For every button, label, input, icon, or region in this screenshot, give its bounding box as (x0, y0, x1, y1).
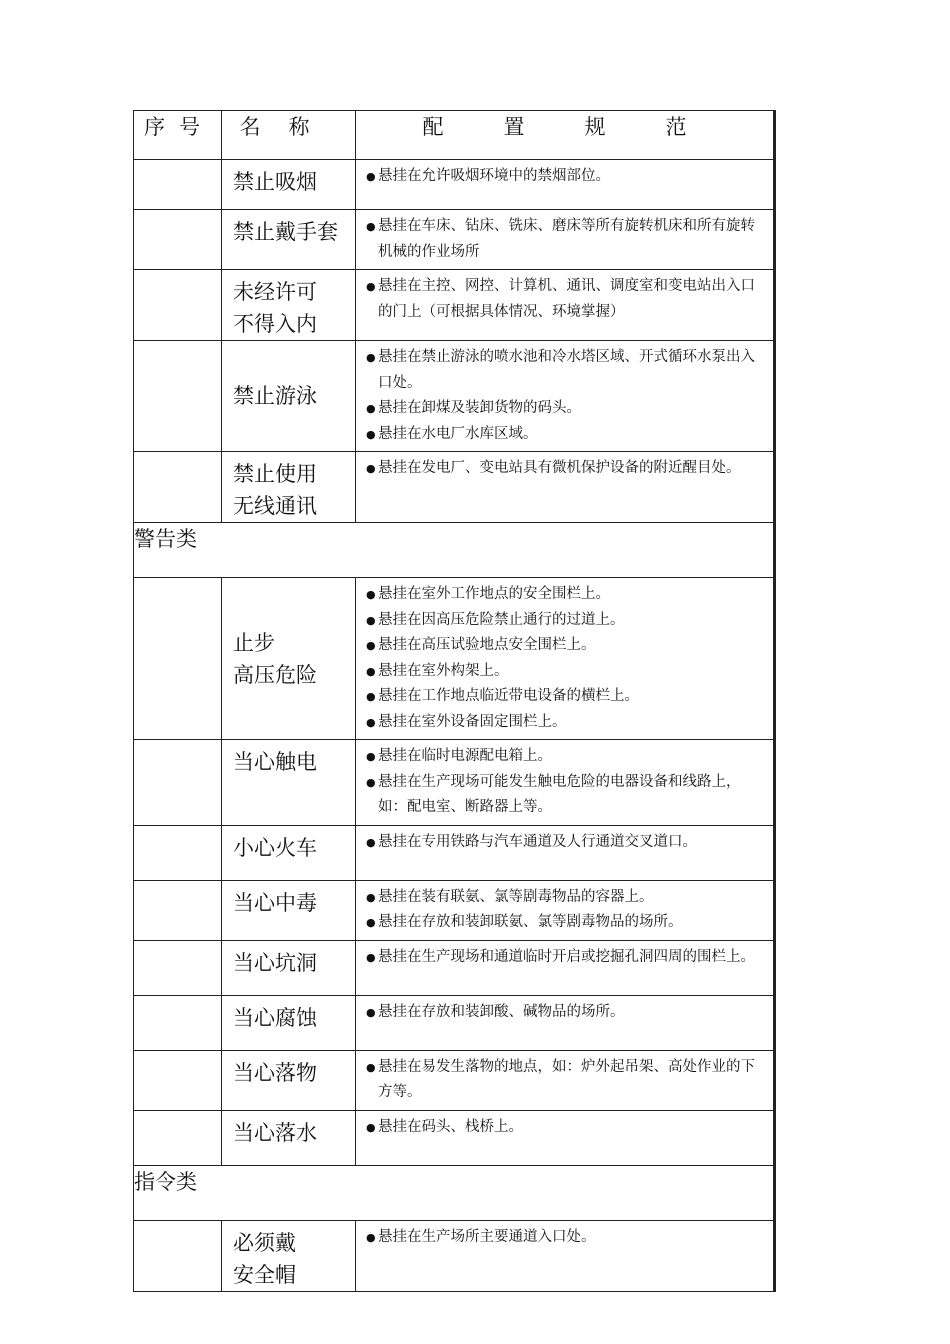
spec-cell (356, 1050, 775, 1110)
row-number-cell (134, 940, 222, 995)
bullet-icon: ● (366, 280, 376, 293)
bullet-icon: ● (366, 690, 376, 703)
spec-text: 悬挂在卸煤及装卸货物的码头。 (378, 400, 581, 416)
sign-name-line: 止步 (233, 630, 275, 655)
table-row (134, 341, 775, 452)
table-row (134, 940, 775, 995)
spec-text: 悬挂在存放和装卸联氨、氯等剧毒物品的场所。 (378, 914, 683, 930)
spec-text: 悬挂在工作地点临近带电设备的横栏上。 (378, 688, 639, 704)
spec-text: 悬挂在室外工作地点的安全围栏上。 (378, 586, 610, 602)
category-row (134, 1165, 775, 1220)
sign-name-line: 禁止游泳 (233, 384, 317, 408)
sign-name-line: 无线通讯 (233, 494, 317, 518)
bullet-icon: ● (366, 1230, 376, 1244)
bullet-icon: ● (366, 462, 376, 475)
spec-item (366, 659, 767, 685)
sign-name-line: 当心落水 (233, 1120, 317, 1145)
bullet-icon: ● (366, 715, 376, 729)
row-number-cell (134, 995, 222, 1050)
spec-text: 悬挂在临时电源配电箱上。 (378, 748, 552, 764)
spec-item (366, 274, 767, 325)
bullet-icon: ● (366, 1005, 376, 1019)
bullet-icon: ● (366, 1120, 376, 1134)
spec-item (366, 945, 767, 971)
spec-cell (356, 1110, 775, 1165)
bullet-icon: ● (366, 1060, 376, 1074)
sign-name-line: 当心腐蚀 (233, 1005, 317, 1030)
sign-name-line: 当心坑洞 (233, 950, 317, 975)
sign-name-line: 当心落物 (233, 1060, 317, 1085)
bullet-icon: ● (366, 613, 376, 627)
table-row (134, 452, 775, 523)
spec-item (366, 608, 767, 634)
spec-text: 悬挂在车床、钻床、铣床、磨床等所有旋转机床和所有旋转机械的作业场所 (378, 218, 755, 260)
category-label: 指令类 (134, 1165, 775, 1220)
spec-cell (356, 160, 775, 210)
sign-name-cell (222, 578, 356, 740)
sign-name-line: 当心中毒 (233, 890, 317, 915)
spec-text: 悬挂在专用铁路与汽车通道及人行通道交叉道口。 (378, 833, 697, 850)
spec-cell (356, 341, 775, 452)
spec-text: 悬挂在因高压危险禁止通行的过道上。 (378, 611, 625, 628)
bullet-icon: ● (366, 427, 376, 441)
spec-item (366, 684, 767, 710)
spec-item (366, 396, 767, 422)
sign-name-cell (222, 740, 356, 826)
spec-text: 悬挂在码头、栈桥上。 (378, 1118, 523, 1135)
bullet-icon: ● (366, 170, 376, 183)
sign-name-cell (222, 341, 356, 452)
spec-item (366, 214, 767, 265)
bullet-icon: ● (366, 664, 376, 678)
row-number-cell (134, 270, 222, 341)
spec-text: 悬挂在存放和装卸酸、碱物品的场所。 (378, 1003, 625, 1020)
sign-name-line: 必须戴 (233, 1230, 296, 1255)
table-row (134, 995, 775, 1050)
spec-cell (356, 880, 775, 940)
row-number-cell (134, 452, 222, 523)
spec-item (366, 1000, 767, 1026)
table-row (134, 578, 775, 740)
spec-cell (356, 578, 775, 740)
spec-item (366, 744, 767, 770)
row-number-cell (134, 825, 222, 880)
bullet-icon: ● (366, 402, 376, 415)
spec-item (366, 830, 767, 856)
bullet-icon: ● (366, 950, 376, 964)
sign-spec-table (133, 110, 776, 1292)
spec-text: 悬挂在装有联氨、氯等剧毒物品的容器上。 (378, 888, 654, 905)
sign-name-line: 禁止吸烟 (233, 170, 317, 194)
bullet-icon: ● (366, 220, 376, 233)
spec-item (366, 456, 767, 482)
spec-item (366, 1115, 767, 1141)
spec-item (366, 910, 767, 936)
category-row (134, 523, 775, 578)
spec-text: 悬挂在允许吸烟环境中的禁烟部位。 (378, 168, 610, 184)
table-row (134, 160, 775, 210)
spec-text: 悬挂在生产现场可能发生触电危险的电器设备和线路上，如：配电室、断路器上等。 (378, 773, 741, 815)
sign-name-line: 高压危险 (233, 662, 317, 687)
table-row (134, 270, 775, 341)
spec-item (366, 1225, 767, 1251)
spec-cell (356, 210, 775, 270)
table-row (134, 1050, 775, 1110)
table-row (134, 825, 775, 880)
sign-name-line: 未经许可 (233, 280, 317, 304)
bullet-icon: ● (366, 588, 376, 601)
row-number-cell (134, 1050, 222, 1110)
spec-text: 悬挂在禁止游泳的喷水池和冷水塔区域、开式循环水泵出入口处。 (378, 349, 755, 391)
sign-name-line: 安全帽 (233, 1262, 296, 1287)
header-no: 序号 (134, 111, 222, 160)
spec-item (366, 582, 767, 608)
spec-cell (356, 452, 775, 523)
sign-name-cell (222, 1220, 356, 1291)
sign-name-cell (222, 825, 356, 880)
row-number-cell (134, 880, 222, 940)
sign-name-cell (222, 995, 356, 1050)
bullet-icon: ● (366, 890, 376, 904)
table-row (134, 1110, 775, 1165)
table-row (134, 1220, 775, 1291)
spec-text: 悬挂在室外设备固定围栏上。 (378, 713, 567, 730)
sign-name-line: 不得入内 (233, 312, 317, 336)
bullet-icon: ● (366, 750, 376, 763)
spec-item (366, 885, 767, 911)
spec-cell (356, 940, 775, 995)
sign-name-cell (222, 1110, 356, 1165)
sign-name-line: 禁止戴手套 (233, 220, 338, 244)
spec-text: 悬挂在生产场所主要通道入口处。 (378, 1228, 596, 1245)
spec-text: 悬挂在水电厂水库区域。 (378, 425, 538, 442)
sign-name-cell (222, 270, 356, 341)
sign-name-cell (222, 1050, 356, 1110)
spec-item (366, 1055, 767, 1106)
spec-cell (356, 1220, 775, 1291)
spec-item (366, 422, 767, 448)
spec-cell (356, 270, 775, 341)
spec-text: 悬挂在主控、网控、计算机、通讯、调度室和变电站出入口的门上（可根据具体情况、环境掌握） (378, 278, 755, 320)
sign-name-line: 当心触电 (233, 750, 317, 774)
spec-item (366, 164, 767, 190)
row-number-cell (134, 578, 222, 740)
header-row (134, 111, 775, 160)
sign-name-cell (222, 210, 356, 270)
table-row (134, 880, 775, 940)
row-number-cell (134, 740, 222, 826)
table-row (134, 740, 775, 826)
bullet-icon: ● (366, 775, 376, 789)
spec-cell (356, 825, 775, 880)
spec-text: 悬挂在易发生落物的地点，如：炉外起吊架、高处作业的下方等。 (378, 1058, 755, 1100)
bullet-icon: ● (366, 916, 376, 929)
table-row (134, 210, 775, 270)
sign-name-line: 小心火车 (233, 835, 317, 860)
bullet-icon: ● (366, 835, 376, 849)
spec-text: 悬挂在发电厂、变电站具有微机保护设备的附近醒目处。 (378, 460, 741, 476)
bullet-icon: ● (366, 351, 376, 364)
table-body (134, 111, 775, 1292)
row-number-cell (134, 160, 222, 210)
sign-name-cell (222, 880, 356, 940)
category-label: 警告类 (134, 523, 775, 578)
sign-name-cell (222, 940, 356, 995)
header-spec: 配置规范 (356, 111, 775, 160)
spec-cell (356, 995, 775, 1050)
sign-name-cell (222, 452, 356, 523)
row-number-cell (134, 1110, 222, 1165)
bullet-icon: ● (366, 639, 376, 652)
row-number-cell (134, 341, 222, 452)
spec-item (366, 710, 767, 736)
sign-name-line: 禁止使用 (233, 462, 317, 486)
spec-item (366, 633, 767, 659)
sign-name-cell (222, 160, 356, 210)
spec-item (366, 345, 767, 396)
spec-text: 悬挂在高压试验地点安全围栏上。 (378, 637, 596, 653)
row-number-cell (134, 210, 222, 270)
spec-text: 悬挂在生产现场和通道临时开启或挖掘孔洞四周的围栏上。 (378, 948, 755, 965)
spec-cell (356, 740, 775, 826)
spec-item (366, 770, 767, 821)
header-name: 名称 (222, 111, 356, 160)
row-number-cell (134, 1220, 222, 1291)
spec-text: 悬挂在室外构架上。 (378, 662, 509, 679)
